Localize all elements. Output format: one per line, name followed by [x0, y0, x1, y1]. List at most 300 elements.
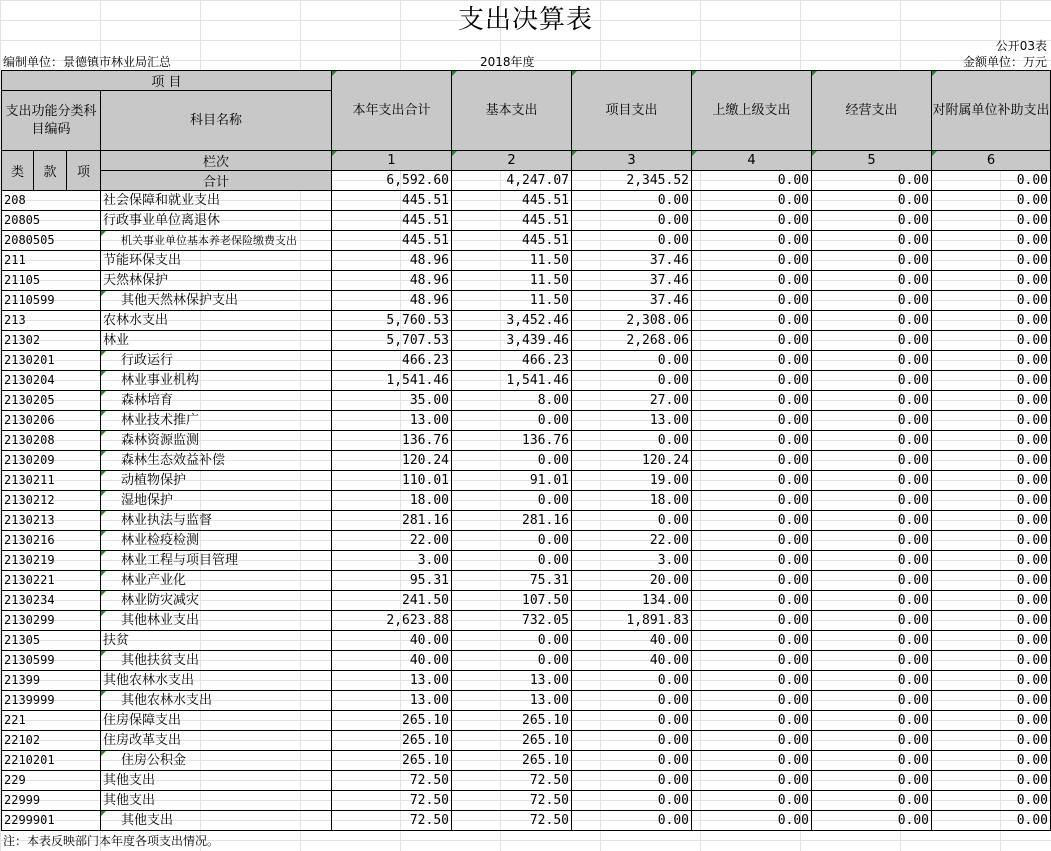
row-value-col-5[interactable]: 0.00: [812, 631, 932, 651]
row-value-col-1[interactable]: 13.00: [332, 411, 452, 431]
row-value-col-2[interactable]: 281.16: [452, 511, 572, 531]
row-value-col-3[interactable]: 40.00: [572, 631, 692, 651]
row-value-col-4[interactable]: 0.00: [692, 611, 812, 631]
table-row: [2, 331, 1051, 351]
row-code[interactable]: 2130213: [2, 511, 101, 531]
row-value-col-2[interactable]: 11.50: [452, 251, 572, 271]
row-value-col-5[interactable]: 0.00: [812, 731, 932, 751]
row-subject-name[interactable]: 农林水支出: [101, 311, 332, 331]
row-value-col-1[interactable]: 265.10: [332, 731, 452, 751]
row-subject-name[interactable]: 其他扶贫支出: [101, 651, 332, 671]
row-value-col-5[interactable]: 0.00: [812, 771, 932, 791]
row-value-col-1[interactable]: 72.50: [332, 811, 452, 831]
row-value-col-4[interactable]: 0.00: [692, 711, 812, 731]
row-value-col-1[interactable]: 48.96: [332, 251, 452, 271]
row-value-col-1[interactable]: 241.50: [332, 591, 452, 611]
col-num-3[interactable]: 3: [572, 151, 692, 171]
row-value-col-1[interactable]: 136.76: [332, 431, 452, 451]
header-col-1[interactable]: 本年支出合计: [332, 71, 452, 151]
row-value-col-6[interactable]: 0.00: [932, 451, 1051, 471]
row-value-col-5[interactable]: 0.00: [812, 791, 932, 811]
row-value-col-2[interactable]: 0.00: [452, 491, 572, 511]
row-value-col-5[interactable]: 0.00: [812, 471, 932, 491]
row-code[interactable]: 208: [2, 191, 101, 211]
row-value-col-3[interactable]: 0.00: [572, 371, 692, 391]
row-value-col-4[interactable]: 0.00: [692, 491, 812, 511]
row-value-col-2[interactable]: 107.50: [452, 591, 572, 611]
row-value-col-3[interactable]: 22.00: [572, 531, 692, 551]
table-row: [2, 571, 1051, 591]
row-subject-name[interactable]: 森林生态效益补偿: [101, 451, 332, 471]
table-row: [2, 731, 1051, 751]
row-value-col-4[interactable]: 0.00: [692, 251, 812, 271]
row-value-col-3[interactable]: 13.00: [572, 411, 692, 431]
row-subject-name[interactable]: 林业事业机构: [101, 371, 332, 391]
row-subject-name[interactable]: 林业检疫检测: [101, 531, 332, 551]
row-value-col-2[interactable]: 466.23: [452, 351, 572, 371]
row-value-col-5[interactable]: 0.00: [812, 331, 932, 351]
row-code[interactable]: 213: [2, 311, 101, 331]
expenditure-table: [1, 70, 1051, 831]
row-value-col-3[interactable]: 37.46: [572, 251, 692, 271]
row-value-col-2[interactable]: 13.00: [452, 671, 572, 691]
row-subject-name[interactable]: 林业技术推广: [101, 411, 332, 431]
row-value-col-6[interactable]: 0.00: [932, 231, 1051, 251]
row-code[interactable]: 2130206: [2, 411, 101, 431]
row-value-col-3[interactable]: 0.00: [572, 751, 692, 771]
row-value-col-6[interactable]: 0.00: [932, 591, 1051, 611]
row-value-col-6[interactable]: 0.00: [932, 371, 1051, 391]
row-value-col-1[interactable]: 5,707.53: [332, 331, 452, 351]
row-value-col-6[interactable]: 0.00: [932, 691, 1051, 711]
row-value-col-3[interactable]: 0.00: [572, 351, 692, 371]
row-value-col-3[interactable]: 18.00: [572, 491, 692, 511]
row-value-col-3[interactable]: 0.00: [572, 191, 692, 211]
row-value-col-6[interactable]: 0.00: [932, 551, 1051, 571]
row-subject-name[interactable]: 森林资源监测: [101, 431, 332, 451]
row-value-col-1[interactable]: 48.96: [332, 271, 452, 291]
row-value-col-4[interactable]: 0.00: [692, 531, 812, 551]
row-value-col-6[interactable]: 0.00: [932, 191, 1051, 211]
row-code[interactable]: 20805: [2, 211, 101, 231]
row-value-col-4[interactable]: 0.00: [692, 511, 812, 531]
row-code[interactable]: 21305: [2, 631, 101, 651]
row-value-col-3[interactable]: 2,308.06: [572, 311, 692, 331]
col-num-6[interactable]: 6: [932, 151, 1051, 171]
header-lei[interactable]: 类: [2, 151, 34, 191]
row-code[interactable]: 2299901: [2, 811, 101, 831]
row-value-col-3[interactable]: 40.00: [572, 651, 692, 671]
row-value-col-3[interactable]: 120.24: [572, 451, 692, 471]
row-value-col-3[interactable]: 0.00: [572, 811, 692, 831]
row-value-col-6[interactable]: 0.00: [932, 651, 1051, 671]
row-value-col-5[interactable]: 0.00: [812, 411, 932, 431]
row-value-col-4[interactable]: 0.00: [692, 751, 812, 771]
header-func-code[interactable]: 支出功能分类科目编码: [2, 91, 101, 151]
row-value-col-2[interactable]: 8.00: [452, 391, 572, 411]
row-value-col-6[interactable]: 0.00: [932, 611, 1051, 631]
row-code[interactable]: 21302: [2, 331, 101, 351]
row-value-col-4[interactable]: 0.00: [692, 351, 812, 371]
col-num-2[interactable]: 2: [452, 151, 572, 171]
row-value-col-6[interactable]: 0.00: [932, 471, 1051, 491]
row-subject-name[interactable]: 其他天然林保护支出: [101, 291, 332, 311]
row-value-col-5[interactable]: 0.00: [812, 691, 932, 711]
row-value-col-6[interactable]: 0.00: [932, 411, 1051, 431]
row-subject-name[interactable]: 林业防灾减灾: [101, 591, 332, 611]
row-value-col-2[interactable]: 445.51: [452, 211, 572, 231]
row-value-col-6[interactable]: 0.00: [932, 211, 1051, 231]
row-value-col-2[interactable]: 72.50: [452, 771, 572, 791]
row-code[interactable]: 2130599: [2, 651, 101, 671]
row-value-col-1[interactable]: 3.00: [332, 551, 452, 571]
row-value-col-1[interactable]: 13.00: [332, 671, 452, 691]
row-value-col-3[interactable]: 134.00: [572, 591, 692, 611]
row-value-col-4[interactable]: 0.00: [692, 571, 812, 591]
row-value-col-1[interactable]: 466.23: [332, 351, 452, 371]
col-num-5[interactable]: 5: [812, 151, 932, 171]
col-num-1[interactable]: 1: [332, 151, 452, 171]
total-col-6[interactable]: 0.00: [932, 171, 1051, 191]
row-value-col-4[interactable]: 0.00: [692, 651, 812, 671]
row-value-col-4[interactable]: 0.00: [692, 451, 812, 471]
row-value-col-4[interactable]: 0.00: [692, 731, 812, 751]
row-value-col-6[interactable]: 0.00: [932, 671, 1051, 691]
header-subject-name[interactable]: 科目名称: [101, 91, 332, 151]
row-value-col-2[interactable]: 11.50: [452, 291, 572, 311]
table-row: [2, 671, 1051, 691]
row-value-col-1[interactable]: 265.10: [332, 751, 452, 771]
row-value-col-2[interactable]: 0.00: [452, 631, 572, 651]
row-code[interactable]: 2130216: [2, 531, 101, 551]
row-value-col-1[interactable]: 120.24: [332, 451, 452, 471]
row-value-col-2[interactable]: 1,541.46: [452, 371, 572, 391]
row-value-col-4[interactable]: 0.00: [692, 371, 812, 391]
row-value-col-2[interactable]: 445.51: [452, 231, 572, 251]
row-value-col-5[interactable]: 0.00: [812, 231, 932, 251]
row-value-col-5[interactable]: 0.00: [812, 811, 932, 831]
header-col-2[interactable]: 基本支出: [452, 71, 572, 151]
row-value-col-5[interactable]: 0.00: [812, 211, 932, 231]
row-code[interactable]: 2130211: [2, 471, 101, 491]
row-value-col-5[interactable]: 0.00: [812, 371, 932, 391]
row-subject-name[interactable]: 林业: [101, 331, 332, 351]
table-row: [2, 611, 1051, 631]
row-value-col-4[interactable]: 0.00: [692, 391, 812, 411]
row-subject-name[interactable]: 其他支出: [101, 811, 332, 831]
row-value-col-3[interactable]: 0.00: [572, 671, 692, 691]
row-value-col-1[interactable]: 445.51: [332, 211, 452, 231]
header-lanci[interactable]: 栏次: [101, 151, 332, 171]
table-row: [2, 591, 1051, 611]
row-subject-name[interactable]: 其他农林水支出: [101, 671, 332, 691]
row-value-col-4[interactable]: 0.00: [692, 631, 812, 651]
row-value-col-6[interactable]: 0.00: [932, 571, 1051, 591]
row-subject-name[interactable]: 住房保障支出: [101, 711, 332, 731]
row-value-col-6[interactable]: 0.00: [932, 631, 1051, 651]
row-value-col-4[interactable]: 0.00: [692, 471, 812, 491]
row-value-col-2[interactable]: 75.31: [452, 571, 572, 591]
row-value-col-5[interactable]: 0.00: [812, 551, 932, 571]
row-value-col-4[interactable]: 0.00: [692, 691, 812, 711]
header-col-6[interactable]: 对附属单位补助支出: [932, 71, 1051, 151]
row-subject-name[interactable]: 林业产业化: [101, 571, 332, 591]
row-value-col-1[interactable]: 445.51: [332, 191, 452, 211]
row-value-col-5[interactable]: 0.00: [812, 591, 932, 611]
table-row: [2, 371, 1051, 391]
row-value-col-4[interactable]: 0.00: [692, 771, 812, 791]
row-value-col-1[interactable]: 72.50: [332, 791, 452, 811]
header-col-3[interactable]: 项目支出: [572, 71, 692, 151]
row-value-col-4[interactable]: 0.00: [692, 271, 812, 291]
table-row: [2, 251, 1051, 271]
row-value-col-1[interactable]: 40.00: [332, 631, 452, 651]
row-value-col-2[interactable]: 13.00: [452, 691, 572, 711]
row-value-col-3[interactable]: 27.00: [572, 391, 692, 411]
row-subject-name[interactable]: 机关事业单位基本养老保险缴费支出: [101, 231, 332, 251]
row-value-col-1[interactable]: 265.10: [332, 711, 452, 731]
row-value-col-1[interactable]: 72.50: [332, 771, 452, 791]
row-subject-name[interactable]: 住房改革支出: [101, 731, 332, 751]
row-value-col-1[interactable]: 18.00: [332, 491, 452, 511]
row-subject-name[interactable]: 林业工程与项目管理: [101, 551, 332, 571]
row-value-col-4[interactable]: 0.00: [692, 551, 812, 571]
row-value-col-5[interactable]: 0.00: [812, 671, 932, 691]
row-value-col-6[interactable]: 0.00: [932, 271, 1051, 291]
row-value-col-6[interactable]: 0.00: [932, 811, 1051, 831]
row-code[interactable]: 2130219: [2, 551, 101, 571]
row-value-col-6[interactable]: 0.00: [932, 791, 1051, 811]
row-value-col-3[interactable]: 37.46: [572, 271, 692, 291]
row-value-col-3[interactable]: 0.00: [572, 791, 692, 811]
row-code[interactable]: 21105: [2, 271, 101, 291]
row-value-col-6[interactable]: 0.00: [932, 431, 1051, 451]
row-value-col-5[interactable]: 0.00: [812, 291, 932, 311]
row-code[interactable]: 2130205: [2, 391, 101, 411]
row-value-col-2[interactable]: 0.00: [452, 531, 572, 551]
row-value-col-3[interactable]: 0.00: [572, 431, 692, 451]
row-value-col-5[interactable]: 0.00: [812, 271, 932, 291]
row-value-col-4[interactable]: 0.00: [692, 211, 812, 231]
row-value-col-1[interactable]: 95.31: [332, 571, 452, 591]
row-value-col-4[interactable]: 0.00: [692, 331, 812, 351]
row-subject-name[interactable]: 行政运行: [101, 351, 332, 371]
row-value-col-3[interactable]: 20.00: [572, 571, 692, 591]
row-code[interactable]: 2130212: [2, 491, 101, 511]
row-value-col-6[interactable]: 0.00: [932, 391, 1051, 411]
table-row: [2, 511, 1051, 531]
row-code[interactable]: 211: [2, 251, 101, 271]
header-col-4[interactable]: 上缴上级支出: [692, 71, 812, 151]
row-value-col-2[interactable]: 91.01: [452, 471, 572, 491]
footnote: 注：本表反映部门本年度各项支出情况。: [3, 834, 220, 848]
row-code[interactable]: 21399: [2, 671, 101, 691]
table-row: [2, 651, 1051, 671]
row-code[interactable]: 2130204: [2, 371, 101, 391]
row-code[interactable]: 2139999: [2, 691, 101, 711]
row-subject-name[interactable]: 其他林业支出: [101, 611, 332, 631]
unit-label: 金额单位：万元: [962, 55, 1047, 69]
row-value-col-5[interactable]: 0.00: [812, 531, 932, 551]
row-value-col-2[interactable]: 72.50: [452, 811, 572, 831]
row-code[interactable]: 2130201: [2, 351, 101, 371]
table-row: [2, 191, 1051, 211]
row-value-col-6[interactable]: 0.00: [932, 531, 1051, 551]
row-value-col-6[interactable]: 0.00: [932, 771, 1051, 791]
row-value-col-4[interactable]: 0.00: [692, 811, 812, 831]
row-value-col-1[interactable]: 48.96: [332, 291, 452, 311]
row-subject-name[interactable]: 其他支出: [101, 791, 332, 811]
row-value-col-2[interactable]: 265.10: [452, 751, 572, 771]
col-num-4[interactable]: 4: [692, 151, 812, 171]
row-value-col-6[interactable]: 0.00: [932, 311, 1051, 331]
header-xiang[interactable]: 项: [67, 151, 101, 191]
row-code[interactable]: 2130234: [2, 591, 101, 611]
row-value-col-1[interactable]: 35.00: [332, 391, 452, 411]
row-value-col-2[interactable]: 732.05: [452, 611, 572, 631]
row-value-col-5[interactable]: 0.00: [812, 651, 932, 671]
row-value-col-3[interactable]: 0.00: [572, 231, 692, 251]
row-code[interactable]: 2130299: [2, 611, 101, 631]
row-value-col-6[interactable]: 0.00: [932, 251, 1051, 271]
total-col-3[interactable]: 2,345.52: [572, 171, 692, 191]
total-col-2[interactable]: 4,247.07: [452, 171, 572, 191]
row-code[interactable]: 2130221: [2, 571, 101, 591]
row-subject-name[interactable]: 天然林保护: [101, 271, 332, 291]
row-value-col-4[interactable]: 0.00: [692, 591, 812, 611]
row-value-col-1[interactable]: 2,623.88: [332, 611, 452, 631]
table-row: [2, 471, 1051, 491]
row-value-col-5[interactable]: 0.00: [812, 191, 932, 211]
row-value-col-2[interactable]: 11.50: [452, 271, 572, 291]
row-value-col-5[interactable]: 0.00: [812, 611, 932, 631]
row-value-col-1[interactable]: 110.01: [332, 471, 452, 491]
row-value-col-2[interactable]: 3,439.46: [452, 331, 572, 351]
row-value-col-1[interactable]: 445.51: [332, 231, 452, 251]
row-value-col-5[interactable]: 0.00: [812, 391, 932, 411]
row-value-col-2[interactable]: 445.51: [452, 191, 572, 211]
row-value-col-6[interactable]: 0.00: [932, 491, 1051, 511]
row-value-col-5[interactable]: 0.00: [812, 431, 932, 451]
row-value-col-2[interactable]: 136.76: [452, 431, 572, 451]
row-code[interactable]: 2130208: [2, 431, 101, 451]
row-code[interactable]: 2210201: [2, 751, 101, 771]
row-code[interactable]: 22999: [2, 791, 101, 811]
row-value-col-5[interactable]: 0.00: [812, 511, 932, 531]
header-item[interactable]: 项 目: [2, 71, 332, 91]
row-value-col-1[interactable]: 281.16: [332, 511, 452, 531]
row-subject-name[interactable]: 森林培育: [101, 391, 332, 411]
row-value-col-4[interactable]: 0.00: [692, 411, 812, 431]
row-value-col-6[interactable]: 0.00: [932, 511, 1051, 531]
table-row: [2, 491, 1051, 511]
total-col-5[interactable]: 0.00: [812, 171, 932, 191]
row-subject-name[interactable]: 行政事业单位离退休: [101, 211, 332, 231]
row-value-col-6[interactable]: 0.00: [932, 331, 1051, 351]
row-subject-name[interactable]: 林业执法与监督: [101, 511, 332, 531]
row-value-col-2[interactable]: 72.50: [452, 791, 572, 811]
row-value-col-4[interactable]: 0.00: [692, 311, 812, 331]
row-value-col-6[interactable]: 0.00: [932, 751, 1051, 771]
table-row: [2, 791, 1051, 811]
row-subject-name[interactable]: 湿地保护: [101, 491, 332, 511]
row-value-col-3[interactable]: 0.00: [572, 731, 692, 751]
row-subject-name[interactable]: 扶贫: [101, 631, 332, 651]
row-subject-name[interactable]: 其他农林水支出: [101, 691, 332, 711]
row-value-col-1[interactable]: 13.00: [332, 691, 452, 711]
row-value-col-3[interactable]: 0.00: [572, 711, 692, 731]
row-code[interactable]: 22102: [2, 731, 101, 751]
row-value-col-4[interactable]: 0.00: [692, 431, 812, 451]
row-code[interactable]: 2080505: [2, 231, 101, 251]
row-subject-name[interactable]: 其他支出: [101, 771, 332, 791]
row-value-col-6[interactable]: 0.00: [932, 351, 1051, 371]
row-value-col-1[interactable]: 22.00: [332, 531, 452, 551]
row-value-col-3[interactable]: 0.00: [572, 211, 692, 231]
row-value-col-5[interactable]: 0.00: [812, 491, 932, 511]
row-value-col-2[interactable]: 265.10: [452, 711, 572, 731]
row-subject-name[interactable]: 住房公积金: [101, 751, 332, 771]
row-code[interactable]: 2110599: [2, 291, 101, 311]
row-value-col-1[interactable]: 1,541.46: [332, 371, 452, 391]
row-value-col-4[interactable]: 0.00: [692, 671, 812, 691]
row-value-col-3[interactable]: 19.00: [572, 471, 692, 491]
row-value-col-2[interactable]: 0.00: [452, 451, 572, 471]
row-value-col-3[interactable]: 2,268.06: [572, 331, 692, 351]
row-value-col-4[interactable]: 0.00: [692, 231, 812, 251]
total-col-1[interactable]: 6,592.60: [332, 171, 452, 191]
row-value-col-5[interactable]: 0.00: [812, 711, 932, 731]
row-value-col-2[interactable]: 3,452.46: [452, 311, 572, 331]
row-value-col-1[interactable]: 40.00: [332, 651, 452, 671]
row-value-col-1[interactable]: 5,760.53: [332, 311, 452, 331]
row-value-col-3[interactable]: 0.00: [572, 511, 692, 531]
total-label[interactable]: 合计: [101, 171, 332, 191]
header-col-5[interactable]: 经营支出: [812, 71, 932, 151]
row-value-col-5[interactable]: 0.00: [812, 571, 932, 591]
row-subject-name[interactable]: 节能环保支出: [101, 251, 332, 271]
table-row: [2, 551, 1051, 571]
row-value-col-3[interactable]: 0.00: [572, 691, 692, 711]
row-value-col-6[interactable]: 0.00: [932, 291, 1051, 311]
row-value-col-3[interactable]: 0.00: [572, 771, 692, 791]
total-col-4[interactable]: 0.00: [692, 171, 812, 191]
header-kuan[interactable]: 款: [34, 151, 67, 191]
row-value-col-2[interactable]: 265.10: [452, 731, 572, 751]
row-value-col-5[interactable]: 0.00: [812, 251, 932, 271]
row-value-col-2[interactable]: 0.00: [452, 411, 572, 431]
row-code[interactable]: 221: [2, 711, 101, 731]
row-value-col-4[interactable]: 0.00: [692, 291, 812, 311]
row-value-col-3[interactable]: 1,891.83: [572, 611, 692, 631]
row-value-col-5[interactable]: 0.00: [812, 751, 932, 771]
row-subject-name[interactable]: 动植物保护: [101, 471, 332, 491]
row-value-col-2[interactable]: 0.00: [452, 551, 572, 571]
row-value-col-6[interactable]: 0.00: [932, 711, 1051, 731]
row-value-col-5[interactable]: 0.00: [812, 351, 932, 371]
row-subject-name[interactable]: 社会保障和就业支出: [101, 191, 332, 211]
row-value-col-4[interactable]: 0.00: [692, 191, 812, 211]
row-code[interactable]: 2130209: [2, 451, 101, 471]
row-value-col-5[interactable]: 0.00: [812, 311, 932, 331]
row-value-col-5[interactable]: 0.00: [812, 451, 932, 471]
row-value-col-3[interactable]: 37.46: [572, 291, 692, 311]
row-value-col-3[interactable]: 3.00: [572, 551, 692, 571]
row-value-col-2[interactable]: 0.00: [452, 651, 572, 671]
row-value-col-4[interactable]: 0.00: [692, 791, 812, 811]
row-value-col-6[interactable]: 0.00: [932, 731, 1051, 751]
row-code[interactable]: 229: [2, 771, 101, 791]
